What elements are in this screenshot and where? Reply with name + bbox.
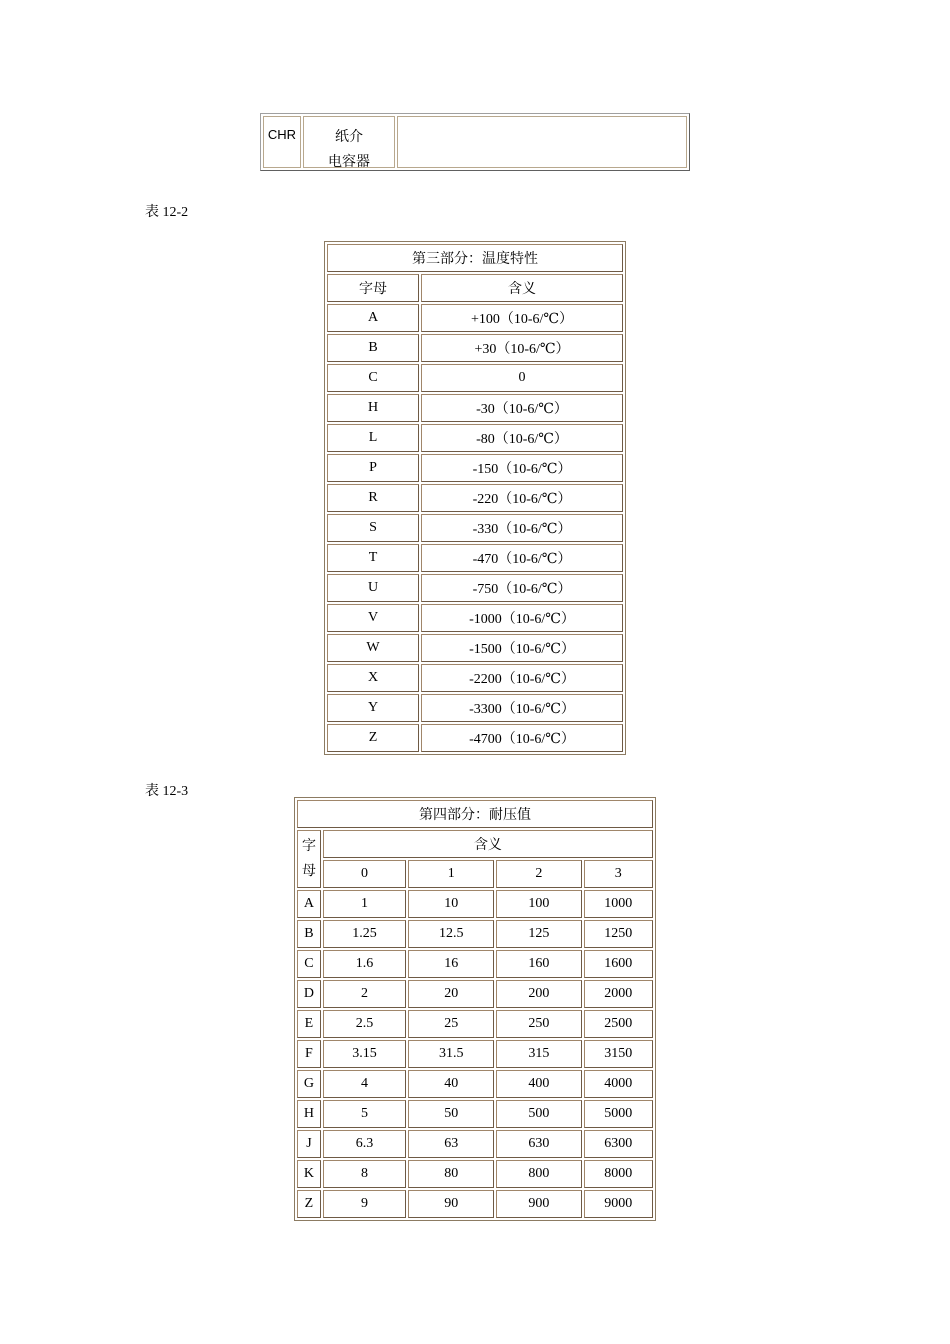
voltage-cell: 3.15: [323, 1040, 406, 1068]
capacitor-type-table-continuation: [260, 113, 690, 171]
voltage-cell: 63: [408, 1130, 494, 1158]
rated-voltage-table: [294, 797, 656, 1221]
table-row: [297, 920, 653, 948]
table-row: [327, 334, 623, 362]
meaning-cell: 0: [421, 364, 623, 392]
voltage-cell: 4: [323, 1070, 406, 1098]
letter-cell: C: [327, 364, 419, 392]
letter-cell: H: [297, 1100, 321, 1128]
table-row: [327, 364, 623, 392]
table2-header-meaning: 含义: [421, 274, 623, 302]
type-code-cell: CHR: [263, 116, 301, 168]
voltage-cell: 8: [323, 1160, 406, 1188]
voltage-cell: 2.5: [323, 1010, 406, 1038]
voltage-cell: 160: [496, 950, 581, 978]
voltage-cell: 20: [408, 980, 494, 1008]
table-row: [297, 890, 653, 918]
voltage-cell: 2: [323, 980, 406, 1008]
letter-cell: U: [327, 574, 419, 602]
letter-cell: C: [297, 950, 321, 978]
voltage-cell: 12.5: [408, 920, 494, 948]
voltage-cell: 1.25: [323, 920, 406, 948]
table-row: [327, 574, 623, 602]
table-row: [297, 1130, 653, 1158]
table-row: [327, 604, 623, 632]
voltage-cell: 1250: [584, 920, 654, 948]
voltage-cell: 100: [496, 890, 581, 918]
table-12-2-caption: 表 12-2: [145, 205, 189, 220]
letter-cell: W: [327, 634, 419, 662]
table-row: [327, 724, 623, 752]
voltage-cell: 6.3: [323, 1130, 406, 1158]
letter-cell: F: [297, 1040, 321, 1068]
table3-subheader: 3: [584, 860, 654, 888]
letter-cell: E: [297, 1010, 321, 1038]
meaning-cell: -220（10-6/℃）: [421, 484, 623, 512]
voltage-cell: 25: [408, 1010, 494, 1038]
table3-subheader: 1: [408, 860, 494, 888]
meaning-cell: -30（10-6/℃）: [421, 394, 623, 422]
table-12-3-caption: 表 12-3: [145, 784, 189, 799]
meaning-cell: -2200（10-6/℃）: [421, 664, 623, 692]
meaning-cell: -1500（10-6/℃）: [421, 634, 623, 662]
table-row: [297, 1040, 653, 1068]
voltage-cell: 50: [408, 1100, 494, 1128]
letter-cell: J: [297, 1130, 321, 1158]
table3-subheader: 0: [323, 860, 406, 888]
meaning-cell: +30（10-6/℃）: [421, 334, 623, 362]
voltage-cell: 2000: [584, 980, 654, 1008]
letter-cell: A: [297, 890, 321, 918]
table3-header-meaning: 含义: [323, 830, 653, 858]
table-row: [327, 634, 623, 662]
letter-cell: B: [327, 334, 419, 362]
table3-title: 第四部分：耐压值: [297, 800, 653, 828]
type-name-line2: 电容器: [328, 155, 370, 170]
meaning-cell: -4700（10-6/℃）: [421, 724, 623, 752]
meaning-cell: -750（10-6/℃）: [421, 574, 623, 602]
voltage-cell: 315: [496, 1040, 581, 1068]
type-name-line1: 纸介: [335, 130, 363, 145]
voltage-cell: 5: [323, 1100, 406, 1128]
voltage-cell: 9000: [584, 1190, 654, 1218]
table-row: [327, 484, 623, 512]
table-row: [327, 664, 623, 692]
voltage-cell: 1600: [584, 950, 654, 978]
letter-cell: P: [327, 454, 419, 482]
table-row: [327, 514, 623, 542]
voltage-cell: 500: [496, 1100, 581, 1128]
meaning-cell: -3300（10-6/℃）: [421, 694, 623, 722]
voltage-cell: 900: [496, 1190, 581, 1218]
voltage-cell: 10: [408, 890, 494, 918]
table-row: [327, 424, 623, 452]
letter-cell: R: [327, 484, 419, 512]
table-row: [327, 394, 623, 422]
letter-cell: T: [327, 544, 419, 572]
table-row: [297, 1160, 653, 1188]
letter-cell: D: [297, 980, 321, 1008]
voltage-cell: 16: [408, 950, 494, 978]
voltage-cell: 630: [496, 1130, 581, 1158]
type-name-cell: [303, 116, 395, 168]
meaning-cell: -1000（10-6/℃）: [421, 604, 623, 632]
table-row: [297, 1070, 653, 1098]
voltage-cell: 8000: [584, 1160, 654, 1188]
letter-cell: X: [327, 664, 419, 692]
voltage-cell: 40: [408, 1070, 494, 1098]
letter-cell: V: [327, 604, 419, 632]
voltage-cell: 1: [323, 890, 406, 918]
table-row: [297, 1100, 653, 1128]
letter-cell: A: [327, 304, 419, 332]
voltage-cell: 200: [496, 980, 581, 1008]
letter-cell: Z: [327, 724, 419, 752]
voltage-cell: 2500: [584, 1010, 654, 1038]
voltage-cell: 31.5: [408, 1040, 494, 1068]
voltage-cell: 1000: [584, 890, 654, 918]
meaning-cell: -80（10-6/℃）: [421, 424, 623, 452]
type-desc-cell: [397, 116, 687, 168]
letter-cell: Y: [327, 694, 419, 722]
temperature-characteristic-table: [324, 241, 626, 755]
voltage-cell: 4000: [584, 1070, 654, 1098]
voltage-cell: 800: [496, 1160, 581, 1188]
meaning-cell: -150（10-6/℃）: [421, 454, 623, 482]
meaning-cell: +100（10-6/℃）: [421, 304, 623, 332]
letter-cell: B: [297, 920, 321, 948]
voltage-cell: 90: [408, 1190, 494, 1218]
table3-header-letter-1: 字: [301, 839, 316, 854]
voltage-cell: 80: [408, 1160, 494, 1188]
voltage-cell: 6300: [584, 1130, 654, 1158]
meaning-cell: -470（10-6/℃）: [421, 544, 623, 572]
table2-header-letter: 字母: [327, 274, 419, 302]
table2-title: 第三部分：温度特性: [327, 244, 623, 272]
table-row: [327, 454, 623, 482]
meaning-cell: -330（10-6/℃）: [421, 514, 623, 542]
table-row: [297, 1010, 653, 1038]
table-row: [327, 694, 623, 722]
letter-cell: G: [297, 1070, 321, 1098]
voltage-cell: 9: [323, 1190, 406, 1218]
letter-cell: Z: [297, 1190, 321, 1218]
voltage-cell: 400: [496, 1070, 581, 1098]
table3-subheader: 2: [496, 860, 581, 888]
voltage-cell: 125: [496, 920, 581, 948]
letter-cell: H: [327, 394, 419, 422]
table-row: [297, 1190, 653, 1218]
table3-header-letter: [297, 830, 321, 888]
voltage-cell: 3150: [584, 1040, 654, 1068]
table3-header-letter-2: 母: [301, 864, 316, 879]
table-row: [327, 544, 623, 572]
letter-cell: L: [327, 424, 419, 452]
letter-cell: S: [327, 514, 419, 542]
voltage-cell: 250: [496, 1010, 581, 1038]
table-row: [327, 304, 623, 332]
table-row: [297, 980, 653, 1008]
letter-cell: K: [297, 1160, 321, 1188]
voltage-cell: 1.6: [323, 950, 406, 978]
table-row: [297, 950, 653, 978]
voltage-cell: 5000: [584, 1100, 654, 1128]
